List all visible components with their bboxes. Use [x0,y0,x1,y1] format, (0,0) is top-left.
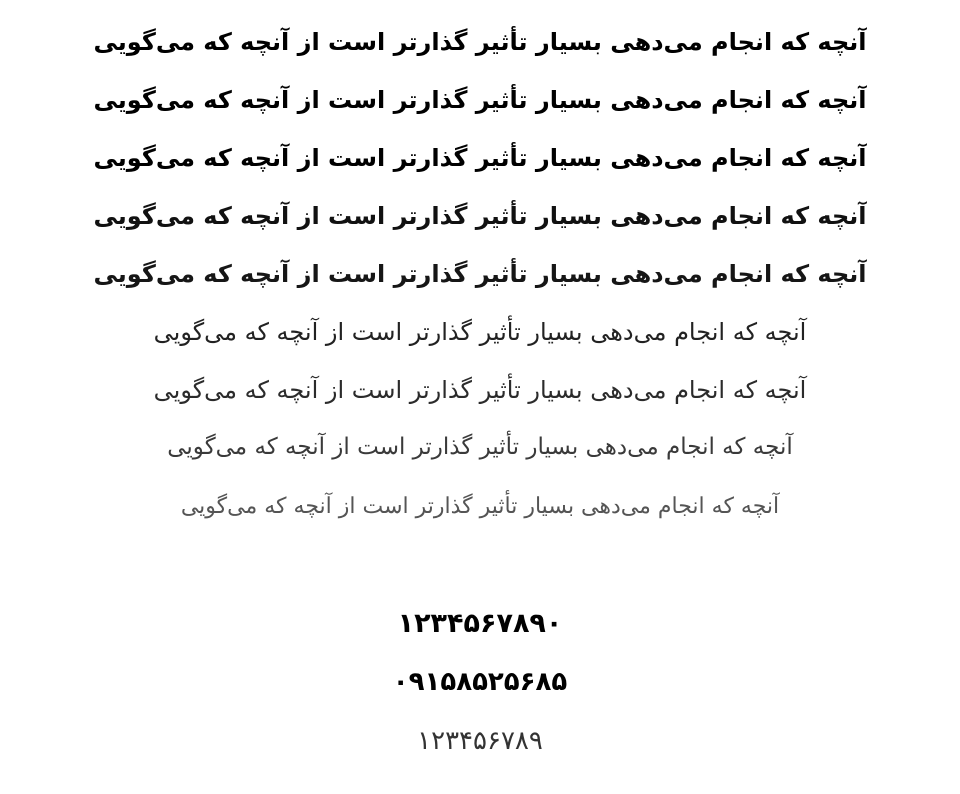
digits-sample-light: ۱۲۳۴۵۶۷۸۹ [417,726,543,756]
specimen-line-weight-4: آنچه که انجام می‌دهی بسیار تأثیر گذارتر است از آنچه که می‌گویی [93,202,867,230]
specimen-line-weight-5: آنچه که انجام می‌دهی بسیار تأثیر گذارتر است از آنچه که می‌گویی [93,260,867,288]
specimen-line-weight-9: آنچه که انجام می‌دهی بسیار تأثیر گذارتر است از آنچه که می‌گویی [180,494,780,519]
specimen-line-weight-6: آنچه که انجام می‌دهی بسیار تأثیر گذارتر است از آنچه که می‌گویی [153,318,807,346]
specimen-line-weight-3: آنچه که انجام می‌دهی بسیار تأثیر گذارتر است از آنچه که می‌گویی [93,144,867,172]
specimen-line-weight-7: آنچه که انجام می‌دهی بسیار تأثیر گذارتر است از آنچه که می‌گویی [153,376,807,404]
specimen-line-weight-1: آنچه که انجام می‌دهی بسیار تأثیر گذارتر است از آنچه که می‌گویی [93,28,867,56]
digits-sample-bold: ۱۲۳۴۵۶۷۸۹۰ [397,608,563,639]
specimen-line-weight-2: آنچه که انجام می‌دهی بسیار تأثیر گذارتر است از آنچه که می‌گویی [93,86,867,114]
specimen-line-weight-8: آنچه که انجام می‌دهی بسیار تأثیر گذارتر است از آنچه که می‌گویی [167,434,793,460]
digits-sample-phone: ۰۹۱۵۸۵۲۵۶۸۵ [392,667,568,697]
